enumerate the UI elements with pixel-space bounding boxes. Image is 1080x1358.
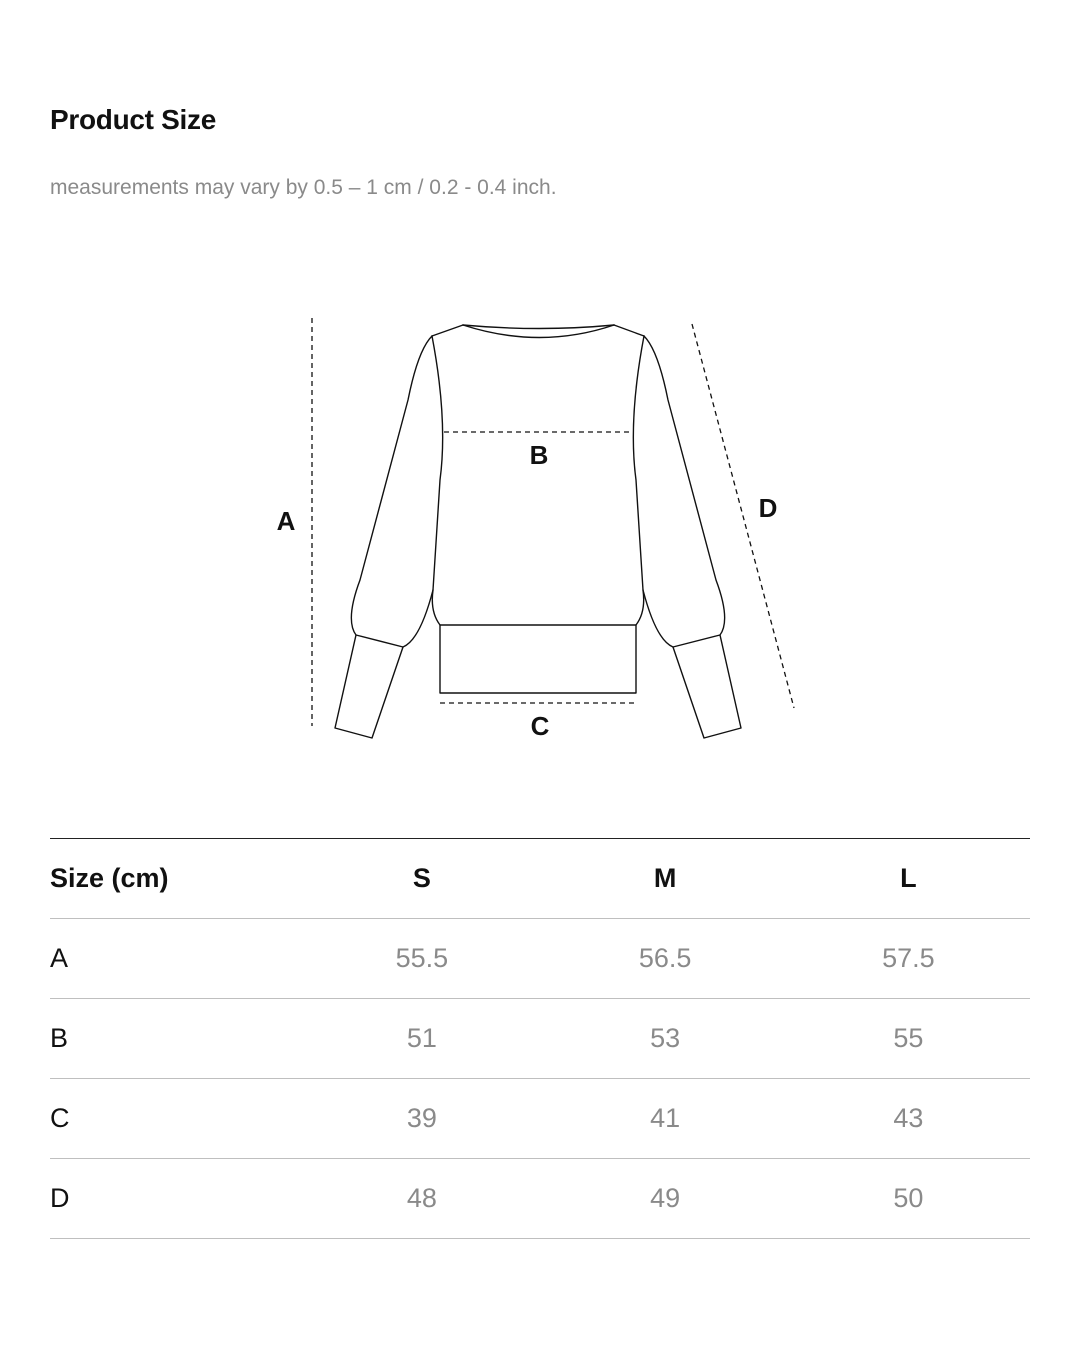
cell-value: 56.5 — [543, 919, 786, 999]
cell-value: 43 — [787, 1079, 1030, 1159]
garment-diagram — [260, 300, 820, 760]
label-b: B — [529, 440, 549, 470]
size-table — [50, 838, 1030, 1239]
cell-value: 49 — [543, 1159, 786, 1239]
cell-value: 50 — [787, 1159, 1030, 1239]
row-label: D — [50, 1159, 300, 1239]
size-header-label: Size (cm) — [50, 839, 300, 919]
size-header-m: M — [543, 839, 786, 919]
label-a: A — [276, 506, 296, 536]
cell-value: 39 — [300, 1079, 543, 1159]
sweater-illustration — [335, 325, 741, 738]
measurement-note: measurements may vary by 0.5 – 1 cm / 0.2 - 0.4 inch. — [50, 176, 557, 199]
measure-line-d — [692, 324, 794, 708]
row-label: C — [50, 1079, 300, 1159]
label-d: D — [758, 493, 778, 523]
row-label: A — [50, 919, 300, 999]
cell-value: 57.5 — [787, 919, 1030, 999]
cell-value: 55.5 — [300, 919, 543, 999]
row-label: B — [50, 999, 300, 1079]
table-row — [50, 1079, 1030, 1159]
cell-value: 51 — [300, 999, 543, 1079]
page-title: Product Size — [50, 104, 216, 135]
table-header-row — [50, 839, 1030, 919]
cell-value: 55 — [787, 999, 1030, 1079]
cell-value: 53 — [543, 999, 786, 1079]
label-c: C — [530, 711, 550, 741]
size-header-s: S — [300, 839, 543, 919]
table-row — [50, 999, 1030, 1079]
size-header-l: L — [787, 839, 1030, 919]
table-row — [50, 919, 1030, 999]
cell-value: 41 — [543, 1079, 786, 1159]
cell-value: 48 — [300, 1159, 543, 1239]
table-row — [50, 1159, 1030, 1239]
